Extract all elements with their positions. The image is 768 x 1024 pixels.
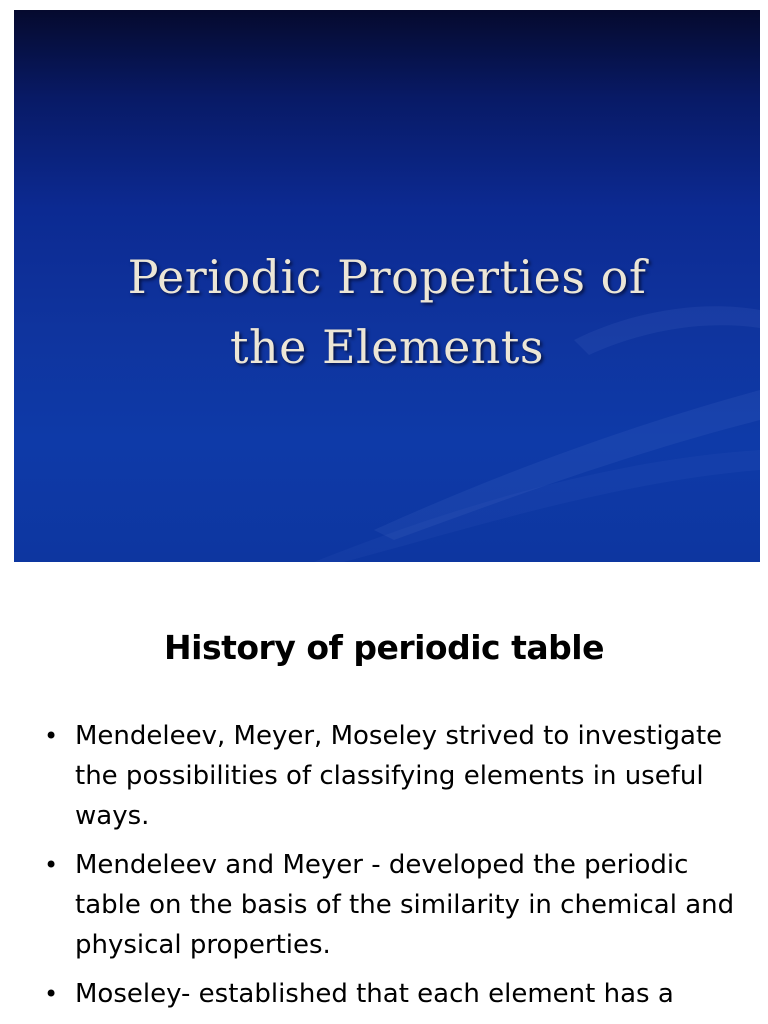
- content-heading: History of periodic table: [164, 628, 604, 667]
- bullet-icon: •: [44, 722, 59, 750]
- slide-title-line-2: the Elements: [229, 320, 545, 374]
- bullet-item: [40, 716, 760, 836]
- title-slide: [14, 10, 760, 562]
- bullet-icon: •: [44, 980, 59, 1008]
- bullet-list: [40, 716, 760, 1023]
- slide-title: [14, 242, 760, 382]
- bullet-text: Mendeleev, Meyer, Moseley strived to investigate the possibilities of classifying elements in useful ways.: [75, 721, 723, 831]
- bullet-icon: •: [44, 851, 59, 879]
- bullet-text: Moseley- established that each element has a: [75, 979, 674, 1009]
- bullet-item: [40, 845, 760, 965]
- slide-title-line-1: Periodic Properties of: [127, 250, 647, 304]
- bullet-text: Mendeleev and Meyer - developed the periodic table on the basis of the similarity in chemical and physical properties.: [75, 850, 735, 960]
- bullet-item: [40, 974, 760, 1014]
- content-slide: [0, 590, 768, 1024]
